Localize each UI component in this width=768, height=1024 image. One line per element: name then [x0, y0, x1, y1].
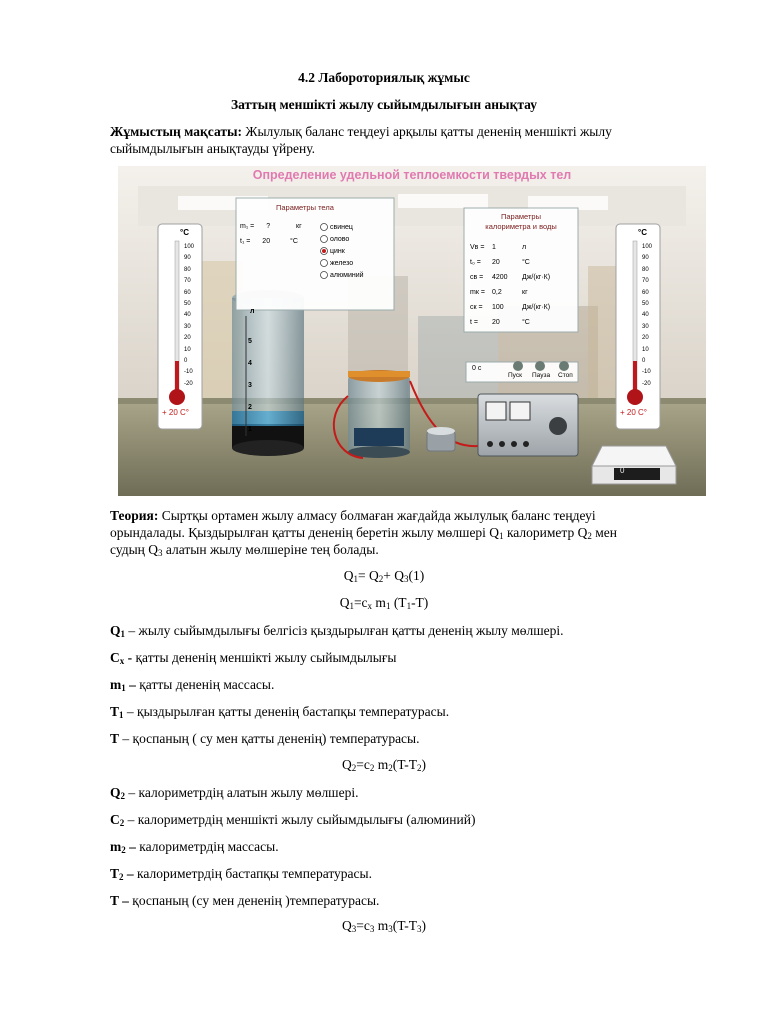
- lab-subtitle: Заттың меншікті жылу сыйымдылығын анықтау: [231, 97, 537, 112]
- theory-label: Теория:: [110, 508, 159, 523]
- definition-line: $Q_2$ – калориметрдің алатын жылу мөлшері.: [110, 785, 359, 801]
- t1-input[interactable]: 20: [262, 238, 271, 245]
- definition-line: $m_1$ – қатты дененің массасы.: [110, 677, 275, 693]
- cal-value-input[interactable]: 0,2: [492, 289, 502, 296]
- definition-line: $C_x$ - қатты дененің меншікті жылу сыйымдылығы: [110, 650, 397, 666]
- aim-text-line2: сыйымдылығын анықтауды үйрену.: [110, 141, 315, 156]
- cal-value-input[interactable]: 20: [492, 319, 500, 326]
- simulation-figure: [118, 166, 706, 496]
- simulation-illustration: [118, 166, 706, 496]
- cylinder-unit: л: [250, 308, 255, 315]
- theory-paragraph: Теория: Сыртқы ортамен жылу алмасу болмаған жағдайда жылулық баланс теңдеуі орындалады. Қыздырылған қатты дененің беретін жылу мөлшері $Q_1$ калориметр $Q_2$ мен судың $Q_3$ алатын жылу мөлшеріне тең болады.: [110, 508, 617, 558]
- m1-input[interactable]: ?: [266, 223, 271, 230]
- material-option[interactable]: цинк: [330, 248, 345, 255]
- aim-label: Жұмыстың мақсаты:: [110, 124, 243, 139]
- timer-display: 0 с: [472, 365, 482, 372]
- equation-3: $Q_2=c_2$ $m_2(T-T_2)$: [342, 757, 426, 773]
- lab-title: 4.2 Лабороториялық жұмыс: [298, 70, 470, 85]
- definition-line: $Q_1$ – жылу сыйымдылығы белгісіз қыздырылған қатты дененің жылу мөлшері.: [110, 623, 564, 639]
- definition-line: $m_2$ – калориметрдің массасы.: [110, 839, 279, 855]
- cal-row: cв = 4200 Дж/(кг·К): [470, 270, 550, 285]
- cal-value-input[interactable]: 1: [492, 244, 496, 251]
- definition-line: $C_2$ – калориметрдің меншікті жылу сыйымдылығы (алюминий): [110, 812, 476, 828]
- equation-1: $Q_1= Q_2+ Q_3(1)$: [343, 568, 425, 584]
- body-t1-row: t₁ = 20 °C: [240, 238, 298, 245]
- stop-button[interactable]: Стоп: [558, 372, 573, 379]
- left-thermo-scale: 100 90 80 70 60 50 40 30 20 10 0 -10 -20: [184, 244, 195, 387]
- definition-line: $T_2$ – калориметрдің бастапқы температурасы.: [110, 866, 372, 882]
- body-m1-row: m₁ = ? кг: [240, 223, 302, 230]
- cal-row: cк = 100 Дж/(кг·К): [470, 300, 550, 315]
- material-option[interactable]: железо: [330, 260, 354, 267]
- aim-text-line1: Жылулық баланс теңдеуі арқылы қатты дененің меншікті жылу: [242, 124, 612, 139]
- definition-line: T – қоспаның (су мен дененің )температурасы.: [110, 893, 380, 908]
- cal-row: mк = 0,2 кг: [470, 285, 550, 300]
- left-thermo-unit: °C: [180, 228, 189, 237]
- cal-value-input[interactable]: 4200: [492, 274, 508, 281]
- material-option[interactable]: олово: [330, 236, 350, 243]
- definition-line: $T_1$ – қыздырылған қатты дененің бастапқы температурасы.: [110, 704, 450, 720]
- body-params-title: Параметры тела: [276, 203, 334, 212]
- cal-row: Vв = 1 л: [470, 240, 550, 255]
- cal-params-rows: [470, 240, 550, 330]
- left-thermo-reading: + 20 C°: [162, 408, 189, 417]
- right-thermo-reading: + 20 C°: [620, 408, 647, 417]
- scale-display: 0: [620, 466, 625, 475]
- material-option[interactable]: алюминий: [330, 272, 364, 279]
- aim-paragraph: [110, 123, 690, 157]
- cal-value-input[interactable]: 100: [492, 304, 504, 311]
- start-button[interactable]: Пуск: [508, 372, 522, 379]
- cal-params-title: Параметры калориметра и воды: [485, 212, 557, 231]
- right-thermo-unit: °C: [638, 228, 647, 237]
- definition-line: T – қоспаның ( су мен қатты дененің) температурасы.: [110, 731, 420, 746]
- right-thermo-scale: 100 90 80 70 60 50 40 30 20 10 0 -10 -20: [642, 244, 653, 387]
- cal-row: t₀ = 20 °C: [470, 255, 550, 270]
- cal-value-input[interactable]: 20: [492, 259, 500, 266]
- equation-2: $Q_1=c_x$ $m_1$ $(T_1-T)$: [339, 595, 429, 611]
- material-option[interactable]: свинец: [330, 224, 353, 231]
- material-list: [330, 222, 364, 282]
- cylinder-scale: 5 4 3 2 1: [248, 338, 252, 433]
- cal-row: t = 20 °C: [470, 315, 550, 330]
- equation-4: $Q_3=c_3$ $m_3(T-T_3)$: [342, 918, 426, 934]
- pause-button[interactable]: Пауза: [532, 372, 551, 379]
- figure-title: Определение удельной теплоемкости твердых тел: [252, 168, 572, 182]
